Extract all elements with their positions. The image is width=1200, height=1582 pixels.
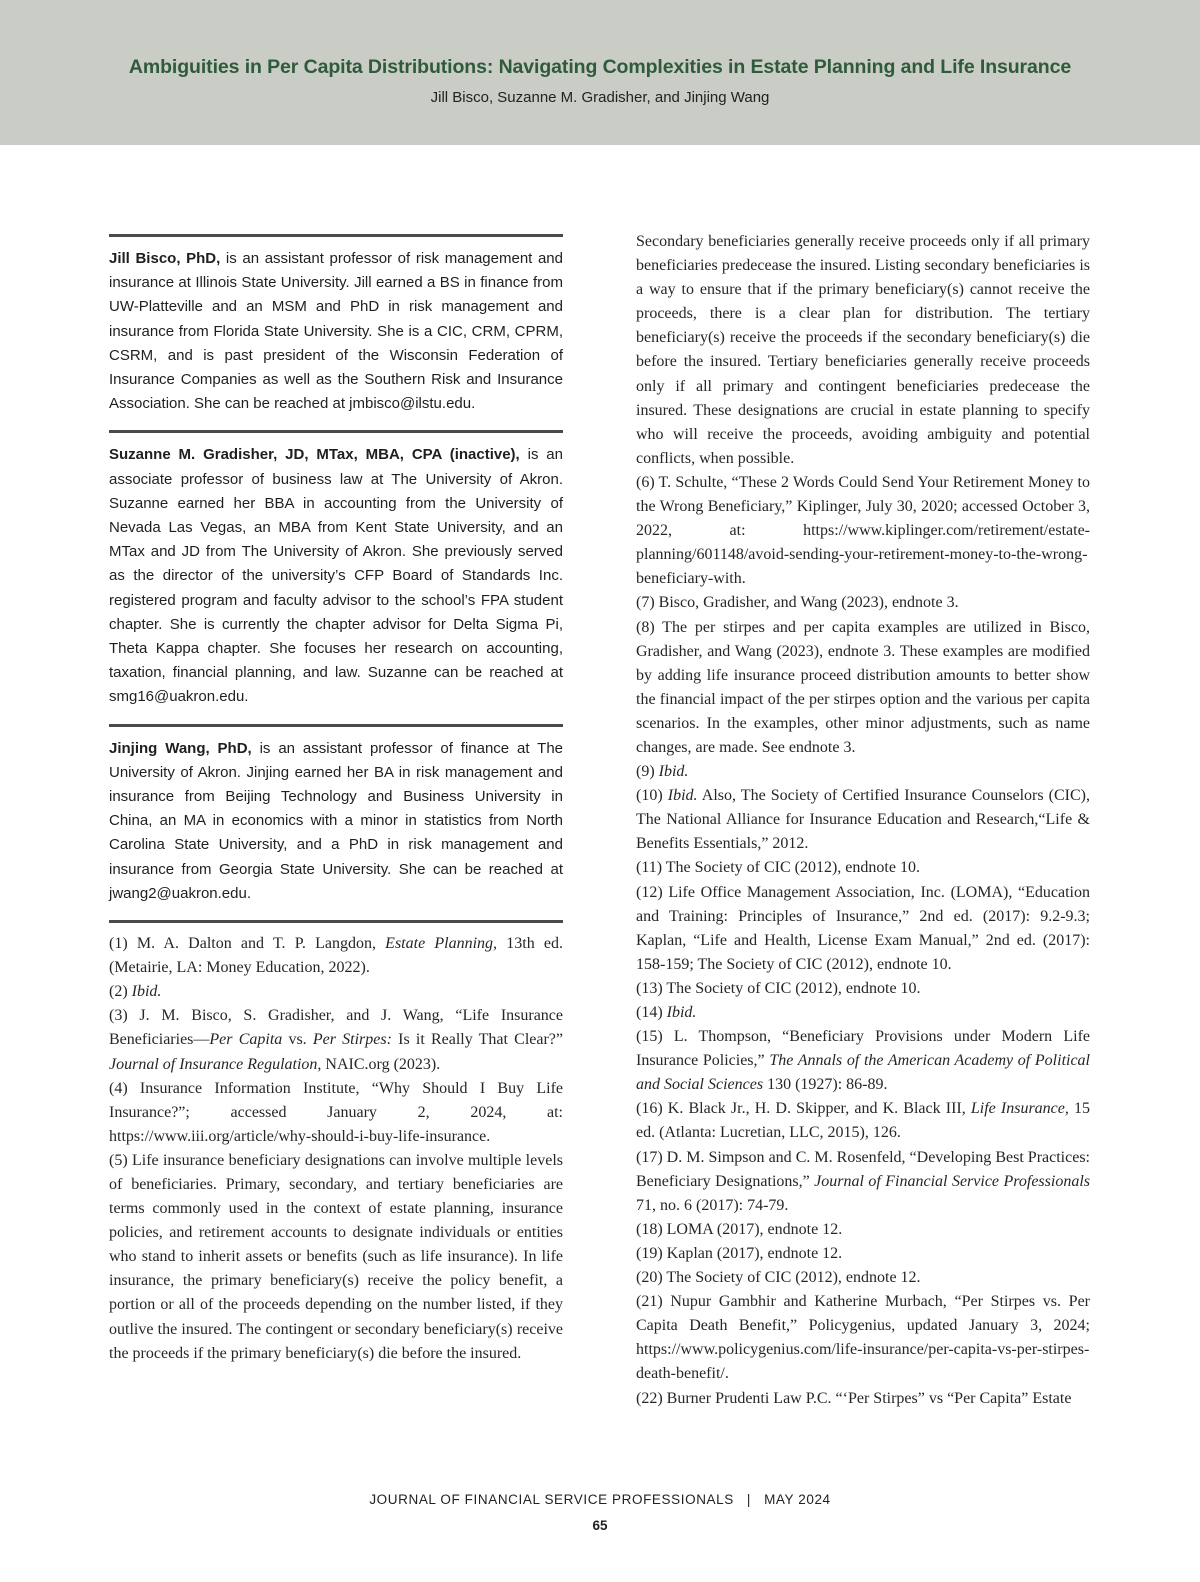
footer-journal: JOURNAL OF FINANCIAL SERVICE PROFESSIONALS | MAY 2024 xyxy=(369,1492,831,1507)
header-band xyxy=(0,0,1200,145)
endnotes-right xyxy=(636,230,1090,1411)
endnote-6: (6) T. Schulte, “These 2 Words Could Send Your Retirement Money to the Wrong Beneficiary,” Kiplinger, July 30, 2020; accessed October 3, 2022, at: https://www.kiplinger.com/retirement/estate-planning/601148/avoid-sending-your-retirement-money-to-the-wrong-beneficiary-with. xyxy=(636,473,1090,588)
bio-name: Jinjing Wang, PhD, xyxy=(109,739,252,757)
bio-text: is an assistant professor of risk management and insurance at Illinois State University. Jill earned a BS in finance from UW-Platteville and an MSM and PhD in risk management and insurance from Florida State University. She is a CIC, CRM, CPRM, CSRM, and is past president of the Wisconsin Federation of Insurance Companies as well as the Southern Risk and Insurance Association. She can be reached at jmbisco@ilstu.edu. xyxy=(109,250,563,413)
endnote-2: (2) Ibid. xyxy=(109,983,162,1001)
bio-text: is an associate professor of business law at The University of Akron. Suzanne earned her BBA in accounting from the University of Nevada Las Vegas, an MBA from Kent State University, and an MTax and JD from The University of Akron. She previously served as the director of the university’s CFP Board of Standards Inc. registered program and faculty advisor to the school’s FPA student chapter. She is currently the chapter advisor for Delta Sigma Pi, Theta Kappa chapter. She focuses her research on accounting, taxation, financial planning, and law. Suzanne can be reached at smg16@uakron.edu. xyxy=(109,446,563,706)
endnote-5-continued: Secondary beneficiaries generally receive proceeds only if all primary beneficiaries predecease the insured. Listing secondary beneficiaries is a way to ensure that if the primary beneficiary(s) cannot receive the proceeds, there is a clear plan for distribution. The tertiary beneficiary(s) receive the proceeds if the secondary beneficiary(s) die before the insured. Tertiary beneficiaries generally receive proceeds only if all primary and contingent beneficiaries predecease the insured. These designations are crucial in estate planning to specify who will receive the proceeds, avoiding ambiguity and potential conflicts, when possible. xyxy=(636,233,1090,467)
endnote-12: (12) Life Office Management Association, Inc. (LOMA), “Education and Training: Principles of Insurance,” 2nd ed. (2017): 9.2-9.3; Kaplan, “Life and Health, License Exam Manual,” 2nd ed. (2017): 158-159; The Society of CIC (2012), endnote 10. xyxy=(636,883,1090,973)
bio-wang xyxy=(109,727,563,920)
endnote-8: (8) The per stirpes and per capita examples are utilized in Bisco, Gradisher, and Wang (2023), endnote 3. These examples are modified by adding life insurance proceed distribution amounts to better show the financial impact of the per stirpes option and the various per capita scenarios. In the examples, other minor adjustments, such as name changes, are made. See endnote 3. xyxy=(636,618,1090,756)
endnote-5: (5) Life insurance beneficiary designations can involve multiple levels of beneficiaries. Primary, secondary, and tertiary beneficiaries are terms commonly used in the context of estate planning, insurance policies, and retirement accounts to designate individuals or entities who stand to inherit assets or benefits (such as life insurance). In life insurance, the primary beneficiary(s) receive the policy benefit, a portion or all of the proceeds depending on the number listed, if they outlive the insured. The contingent or secondary beneficiary(s) receive the proceeds if the primary beneficiary(s) die before the insured. xyxy=(109,1151,563,1362)
article-title: Ambiguities in Per Capita Distributions: Navigating Complexities in Estate Planning and Life Insurance xyxy=(128,56,1072,78)
endnote-13: (13) The Society of CIC (2012), endnote 10. xyxy=(636,979,921,997)
endnote-20: (20) The Society of CIC (2012), endnote 12. xyxy=(636,1269,921,1287)
endnote-22: (22) Burner Prudenti Law P.C. “‘Per Stirpes” vs “Per Capita” Estate xyxy=(636,1389,1072,1407)
endnote-4: (4) Insurance Information Institute, “Why Should I Buy Life Insurance?”; accessed January 2, 2024, at: https://www.iii.org/article/why-should-i-buy-life-insurance. xyxy=(109,1079,563,1145)
bio-name: Jill Bisco, PhD, xyxy=(109,250,221,267)
endnote-21: (21) Nupur Gambhir and Katherine Murbach, “Per Stirpes vs. Per Capita Death Benefit,” Policygenius, updated January 3, 2024; https://www.policygenius.com/life-insurance/per-capita-vs-per-stirpes-death-benefit/. xyxy=(636,1293,1090,1383)
endnote-18: (18) LOMA (2017), endnote 12. xyxy=(636,1220,843,1238)
bio-text: is an assistant professor of finance at The University of Akron. Jinjing earned her BA in risk management and insurance from Beijing Technology and Business University in China, an MA in economics with a minor in statistics from North Carolina State University, and a PhD in risk management and insurance from Georgia State University. She can be reached at jwang2@uakron.edu. xyxy=(109,739,563,902)
endnote-17: (17) D. M. Simpson and C. M. Rosenfeld, “Developing Best Practices: Beneficiary Designations,” Journal of Financial Service Professionals 71, no. 6 (2017): 74-79. xyxy=(636,1148,1090,1214)
endnote-14: (14) Ibid. xyxy=(636,1004,697,1021)
endnote-11: (11) The Society of CIC (2012), endnote 10. xyxy=(636,859,920,877)
article-authors: Jill Bisco, Suzanne M. Gradisher, and Jinjing Wang xyxy=(430,89,770,106)
bio-bisco xyxy=(109,237,563,430)
endnote-19: (19) Kaplan (2017), endnote 12. xyxy=(636,1244,843,1262)
endnote-16: (16) K. Black Jr., H. D. Skipper, and K. Black III, Life Insurance, 15 ed. (Atlanta: Lucretian, LLC, 2015), 126. xyxy=(636,1100,1091,1142)
endnotes-left xyxy=(109,923,563,1366)
bio-gradisher xyxy=(109,433,563,723)
right-column xyxy=(636,230,1090,1411)
left-column xyxy=(109,234,563,1366)
endnote-3: (3) J. M. Bisco, S. Gradisher, and J. Wang, “Life Insurance Beneficiaries—Per Capita vs. Per Stirpes: Is it Really That Clear?” Journal of Insurance Regulation, NAIC.org (2023). xyxy=(109,1007,564,1073)
endnote-10: (10) Ibid. Also, The Society of Certified Insurance Counselors (CIC), The National Alliance for Insurance Education and Research,“Life & Benefits Essentials,” 2012. xyxy=(636,787,1090,853)
endnote-9: (9) Ibid. xyxy=(636,763,689,781)
endnote-1: (1) M. A. Dalton and T. P. Langdon, Estate Planning, 13th ed. (Metairie, LA: Money Education, 2022). xyxy=(109,935,564,977)
endnote-7: (7) Bisco, Gradisher, and Wang (2023), endnote 3. xyxy=(636,594,959,612)
page-number: 65 xyxy=(592,1518,608,1533)
bio-name: Suzanne M. Gradisher, JD, MTax, MBA, CPA (inactive), xyxy=(109,446,520,464)
endnote-15: (15) L. Thompson, “Beneficiary Provisions under Modern Life Insurance Policies,” The Annals of the American Academy of Political and Social Sciences 130 (1927): 86-89. xyxy=(636,1028,1091,1094)
